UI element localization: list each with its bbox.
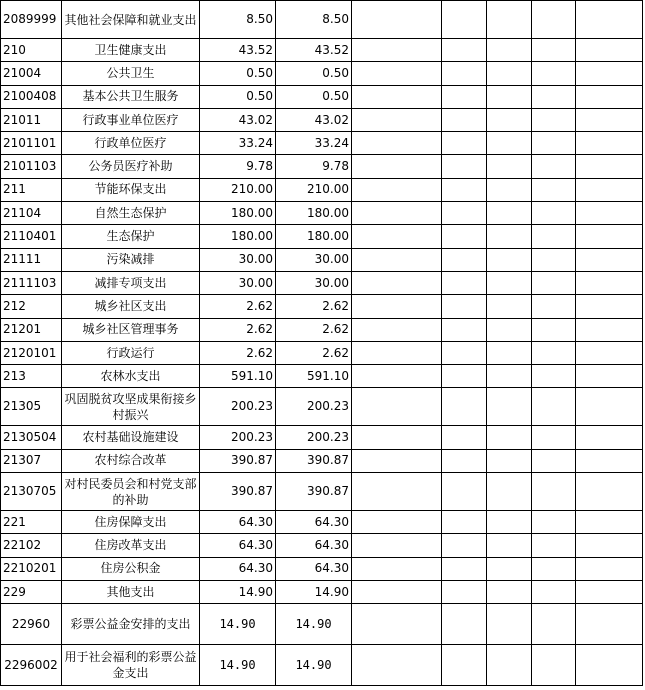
empty-cell bbox=[487, 473, 532, 511]
empty-cell bbox=[532, 62, 576, 85]
empty-cell bbox=[576, 62, 643, 85]
empty-cell bbox=[576, 473, 643, 511]
row-code: 2120101 bbox=[1, 341, 62, 364]
table-row bbox=[1, 178, 643, 201]
row-code: 221 bbox=[1, 511, 62, 534]
table-row bbox=[1, 388, 643, 426]
empty-cell bbox=[352, 295, 442, 318]
row-code: 2296002 bbox=[1, 645, 62, 686]
row-code: 22960 bbox=[1, 604, 62, 645]
empty-cell bbox=[576, 341, 643, 364]
row-value-1: 591.10 bbox=[200, 365, 276, 388]
empty-cell bbox=[576, 225, 643, 248]
row-value-1: 43.02 bbox=[200, 108, 276, 131]
empty-cell bbox=[576, 202, 643, 225]
row-name: 农村基础设施建设 bbox=[62, 426, 200, 449]
row-value-2: 14.90 bbox=[276, 645, 352, 686]
row-name: 其他支出 bbox=[62, 580, 200, 603]
empty-cell bbox=[576, 449, 643, 472]
empty-cell bbox=[487, 604, 532, 645]
row-value-1: 0.50 bbox=[200, 85, 276, 108]
row-name: 巩固脱贫攻坚成果衔接乡村振兴 bbox=[62, 388, 200, 426]
empty-cell bbox=[442, 1, 487, 39]
empty-cell bbox=[576, 604, 643, 645]
empty-cell bbox=[442, 155, 487, 178]
row-name: 公共卫生 bbox=[62, 62, 200, 85]
empty-cell bbox=[352, 39, 442, 62]
row-value-2: 64.30 bbox=[276, 534, 352, 557]
empty-cell bbox=[442, 225, 487, 248]
empty-cell bbox=[442, 248, 487, 271]
empty-cell bbox=[352, 388, 442, 426]
empty-cell bbox=[442, 473, 487, 511]
row-value-1: 180.00 bbox=[200, 202, 276, 225]
empty-cell bbox=[352, 202, 442, 225]
row-name: 减排专项支出 bbox=[62, 271, 200, 294]
row-value-1: 30.00 bbox=[200, 248, 276, 271]
row-code: 2111103 bbox=[1, 271, 62, 294]
row-code: 21004 bbox=[1, 62, 62, 85]
row-value-2: 8.50 bbox=[276, 1, 352, 39]
empty-cell bbox=[442, 604, 487, 645]
row-value-2: 2.62 bbox=[276, 295, 352, 318]
budget-table-body bbox=[1, 1, 643, 686]
empty-cell bbox=[576, 155, 643, 178]
row-name: 自然生态保护 bbox=[62, 202, 200, 225]
empty-cell bbox=[576, 248, 643, 271]
row-value-2: 180.00 bbox=[276, 225, 352, 248]
empty-cell bbox=[352, 132, 442, 155]
table-row bbox=[1, 645, 643, 686]
empty-cell bbox=[487, 108, 532, 131]
row-value-2: 0.50 bbox=[276, 62, 352, 85]
table-row bbox=[1, 248, 643, 271]
row-code: 2210201 bbox=[1, 557, 62, 580]
row-value-2: 30.00 bbox=[276, 248, 352, 271]
row-value-1: 2.62 bbox=[200, 318, 276, 341]
empty-cell bbox=[487, 271, 532, 294]
row-code: 2101101 bbox=[1, 132, 62, 155]
row-code: 21104 bbox=[1, 202, 62, 225]
row-code: 212 bbox=[1, 295, 62, 318]
table-row bbox=[1, 318, 643, 341]
table-row bbox=[1, 225, 643, 248]
row-name: 彩票公益金安排的支出 bbox=[62, 604, 200, 645]
table-row bbox=[1, 341, 643, 364]
row-name: 节能环保支出 bbox=[62, 178, 200, 201]
row-code: 2110401 bbox=[1, 225, 62, 248]
table-row bbox=[1, 39, 643, 62]
empty-cell bbox=[532, 365, 576, 388]
row-name: 行政运行 bbox=[62, 341, 200, 364]
empty-cell bbox=[532, 426, 576, 449]
empty-cell bbox=[576, 580, 643, 603]
row-name: 城乡社区管理事务 bbox=[62, 318, 200, 341]
empty-cell bbox=[352, 318, 442, 341]
row-name: 对村民委员会和村党支部的补助 bbox=[62, 473, 200, 511]
empty-cell bbox=[487, 365, 532, 388]
row-code: 2130705 bbox=[1, 473, 62, 511]
row-name: 基本公共卫生服务 bbox=[62, 85, 200, 108]
empty-cell bbox=[576, 645, 643, 686]
table-row bbox=[1, 62, 643, 85]
row-name: 住房保障支出 bbox=[62, 511, 200, 534]
empty-cell bbox=[487, 132, 532, 155]
empty-cell bbox=[487, 202, 532, 225]
empty-cell bbox=[532, 202, 576, 225]
empty-cell bbox=[532, 511, 576, 534]
table-row bbox=[1, 108, 643, 131]
empty-cell bbox=[352, 341, 442, 364]
empty-cell bbox=[532, 85, 576, 108]
row-code: 2100408 bbox=[1, 85, 62, 108]
row-name: 住房改革支出 bbox=[62, 534, 200, 557]
empty-cell bbox=[487, 248, 532, 271]
empty-cell bbox=[532, 271, 576, 294]
row-name: 住房公积金 bbox=[62, 557, 200, 580]
empty-cell bbox=[532, 388, 576, 426]
row-value-1: 64.30 bbox=[200, 557, 276, 580]
empty-cell bbox=[352, 62, 442, 85]
empty-cell bbox=[487, 225, 532, 248]
empty-cell bbox=[352, 155, 442, 178]
row-value-1: 9.78 bbox=[200, 155, 276, 178]
row-value-2: 33.24 bbox=[276, 132, 352, 155]
empty-cell bbox=[352, 271, 442, 294]
row-code: 229 bbox=[1, 580, 62, 603]
row-value-1: 210.00 bbox=[200, 178, 276, 201]
empty-cell bbox=[487, 557, 532, 580]
empty-cell bbox=[532, 1, 576, 39]
table-row bbox=[1, 511, 643, 534]
empty-cell bbox=[442, 534, 487, 557]
empty-cell bbox=[576, 178, 643, 201]
row-value-2: 30.00 bbox=[276, 271, 352, 294]
empty-cell bbox=[442, 39, 487, 62]
row-code: 2101103 bbox=[1, 155, 62, 178]
empty-cell bbox=[532, 604, 576, 645]
row-value-2: 200.23 bbox=[276, 426, 352, 449]
empty-cell bbox=[352, 1, 442, 39]
empty-cell bbox=[352, 580, 442, 603]
row-code: 210 bbox=[1, 39, 62, 62]
row-value-1: 2.62 bbox=[200, 341, 276, 364]
empty-cell bbox=[352, 365, 442, 388]
empty-cell bbox=[532, 449, 576, 472]
row-value-1: 14.90 bbox=[200, 604, 276, 645]
row-value-1: 0.50 bbox=[200, 62, 276, 85]
row-value-2: 14.90 bbox=[276, 580, 352, 603]
row-value-2: 2.62 bbox=[276, 341, 352, 364]
empty-cell bbox=[442, 318, 487, 341]
row-value-1: 390.87 bbox=[200, 449, 276, 472]
empty-cell bbox=[576, 318, 643, 341]
row-code: 22102 bbox=[1, 534, 62, 557]
empty-cell bbox=[442, 108, 487, 131]
row-code: 21305 bbox=[1, 388, 62, 426]
empty-cell bbox=[532, 557, 576, 580]
empty-cell bbox=[532, 108, 576, 131]
empty-cell bbox=[532, 132, 576, 155]
row-value-2: 43.02 bbox=[276, 108, 352, 131]
empty-cell bbox=[352, 248, 442, 271]
empty-cell bbox=[487, 85, 532, 108]
empty-cell bbox=[442, 341, 487, 364]
empty-cell bbox=[442, 557, 487, 580]
empty-cell bbox=[576, 557, 643, 580]
empty-cell bbox=[352, 85, 442, 108]
row-value-2: 210.00 bbox=[276, 178, 352, 201]
empty-cell bbox=[442, 62, 487, 85]
empty-cell bbox=[532, 645, 576, 686]
empty-cell bbox=[442, 580, 487, 603]
empty-cell bbox=[576, 426, 643, 449]
empty-cell bbox=[576, 108, 643, 131]
empty-cell bbox=[532, 155, 576, 178]
table-row bbox=[1, 557, 643, 580]
empty-cell bbox=[576, 271, 643, 294]
table-row bbox=[1, 1, 643, 39]
empty-cell bbox=[352, 225, 442, 248]
table-row bbox=[1, 295, 643, 318]
empty-cell bbox=[532, 318, 576, 341]
empty-cell bbox=[442, 271, 487, 294]
row-value-2: 64.30 bbox=[276, 557, 352, 580]
table-row bbox=[1, 426, 643, 449]
row-name: 卫生健康支出 bbox=[62, 39, 200, 62]
row-name: 农村综合改革 bbox=[62, 449, 200, 472]
row-name: 农林水支出 bbox=[62, 365, 200, 388]
row-name: 行政事业单位医疗 bbox=[62, 108, 200, 131]
empty-cell bbox=[532, 534, 576, 557]
empty-cell bbox=[487, 645, 532, 686]
empty-cell bbox=[576, 511, 643, 534]
table-row bbox=[1, 473, 643, 511]
empty-cell bbox=[442, 365, 487, 388]
empty-cell bbox=[576, 1, 643, 39]
empty-cell bbox=[352, 557, 442, 580]
row-value-1: 8.50 bbox=[200, 1, 276, 39]
row-value-2: 390.87 bbox=[276, 449, 352, 472]
empty-cell bbox=[576, 132, 643, 155]
empty-cell bbox=[487, 155, 532, 178]
row-code: 21111 bbox=[1, 248, 62, 271]
empty-cell bbox=[487, 341, 532, 364]
row-value-1: 390.87 bbox=[200, 473, 276, 511]
empty-cell bbox=[487, 426, 532, 449]
empty-cell bbox=[442, 202, 487, 225]
empty-cell bbox=[352, 511, 442, 534]
row-code: 21201 bbox=[1, 318, 62, 341]
empty-cell bbox=[352, 108, 442, 131]
empty-cell bbox=[442, 645, 487, 686]
empty-cell bbox=[352, 449, 442, 472]
empty-cell bbox=[532, 39, 576, 62]
row-value-1: 30.00 bbox=[200, 271, 276, 294]
empty-cell bbox=[576, 39, 643, 62]
empty-cell bbox=[532, 473, 576, 511]
row-value-2: 2.62 bbox=[276, 318, 352, 341]
row-name: 生态保护 bbox=[62, 225, 200, 248]
row-value-2: 0.50 bbox=[276, 85, 352, 108]
table-row bbox=[1, 85, 643, 108]
row-name: 其他社会保障和就业支出 bbox=[62, 1, 200, 39]
row-code: 213 bbox=[1, 365, 62, 388]
empty-cell bbox=[442, 511, 487, 534]
empty-cell bbox=[352, 473, 442, 511]
table-row bbox=[1, 580, 643, 603]
empty-cell bbox=[352, 604, 442, 645]
row-value-1: 14.90 bbox=[200, 645, 276, 686]
empty-cell bbox=[487, 580, 532, 603]
empty-cell bbox=[442, 295, 487, 318]
empty-cell bbox=[352, 534, 442, 557]
row-value-2: 180.00 bbox=[276, 202, 352, 225]
empty-cell bbox=[352, 178, 442, 201]
table-row bbox=[1, 271, 643, 294]
row-value-1: 2.62 bbox=[200, 295, 276, 318]
empty-cell bbox=[487, 534, 532, 557]
table-row bbox=[1, 604, 643, 645]
row-value-1: 200.23 bbox=[200, 388, 276, 426]
empty-cell bbox=[487, 449, 532, 472]
empty-cell bbox=[532, 580, 576, 603]
row-value-1: 180.00 bbox=[200, 225, 276, 248]
row-value-2: 9.78 bbox=[276, 155, 352, 178]
empty-cell bbox=[532, 295, 576, 318]
empty-cell bbox=[487, 318, 532, 341]
row-value-1: 33.24 bbox=[200, 132, 276, 155]
row-name: 城乡社区支出 bbox=[62, 295, 200, 318]
empty-cell bbox=[532, 248, 576, 271]
empty-cell bbox=[576, 534, 643, 557]
table-row bbox=[1, 155, 643, 178]
row-value-2: 43.52 bbox=[276, 39, 352, 62]
table-row bbox=[1, 534, 643, 557]
row-value-2: 200.23 bbox=[276, 388, 352, 426]
row-code: 21307 bbox=[1, 449, 62, 472]
table-row bbox=[1, 132, 643, 155]
empty-cell bbox=[442, 178, 487, 201]
empty-cell bbox=[442, 132, 487, 155]
empty-cell bbox=[487, 178, 532, 201]
row-name: 用于社会福利的彩票公益金支出 bbox=[62, 645, 200, 686]
row-code: 21011 bbox=[1, 108, 62, 131]
empty-cell bbox=[352, 645, 442, 686]
row-code: 211 bbox=[1, 178, 62, 201]
empty-cell bbox=[487, 511, 532, 534]
row-value-1: 64.30 bbox=[200, 534, 276, 557]
empty-cell bbox=[442, 85, 487, 108]
empty-cell bbox=[487, 62, 532, 85]
empty-cell bbox=[487, 1, 532, 39]
empty-cell bbox=[532, 341, 576, 364]
table-row bbox=[1, 365, 643, 388]
empty-cell bbox=[442, 426, 487, 449]
empty-cell bbox=[532, 178, 576, 201]
row-value-2: 390.87 bbox=[276, 473, 352, 511]
row-value-2: 64.30 bbox=[276, 511, 352, 534]
row-value-2: 591.10 bbox=[276, 365, 352, 388]
row-code: 2130504 bbox=[1, 426, 62, 449]
row-value-2: 14.90 bbox=[276, 604, 352, 645]
empty-cell bbox=[576, 388, 643, 426]
empty-cell bbox=[576, 365, 643, 388]
row-value-1: 43.52 bbox=[200, 39, 276, 62]
empty-cell bbox=[487, 39, 532, 62]
empty-cell bbox=[442, 449, 487, 472]
row-name: 公务员医疗补助 bbox=[62, 155, 200, 178]
empty-cell bbox=[442, 388, 487, 426]
row-value-1: 64.30 bbox=[200, 511, 276, 534]
table-row bbox=[1, 449, 643, 472]
empty-cell bbox=[576, 295, 643, 318]
empty-cell bbox=[487, 295, 532, 318]
row-value-1: 200.23 bbox=[200, 426, 276, 449]
empty-cell bbox=[352, 426, 442, 449]
table-row bbox=[1, 202, 643, 225]
row-code: 2089999 bbox=[1, 1, 62, 39]
row-name: 行政单位医疗 bbox=[62, 132, 200, 155]
empty-cell bbox=[532, 225, 576, 248]
empty-cell bbox=[576, 85, 643, 108]
empty-cell bbox=[487, 388, 532, 426]
row-name: 污染减排 bbox=[62, 248, 200, 271]
row-value-1: 14.90 bbox=[200, 580, 276, 603]
